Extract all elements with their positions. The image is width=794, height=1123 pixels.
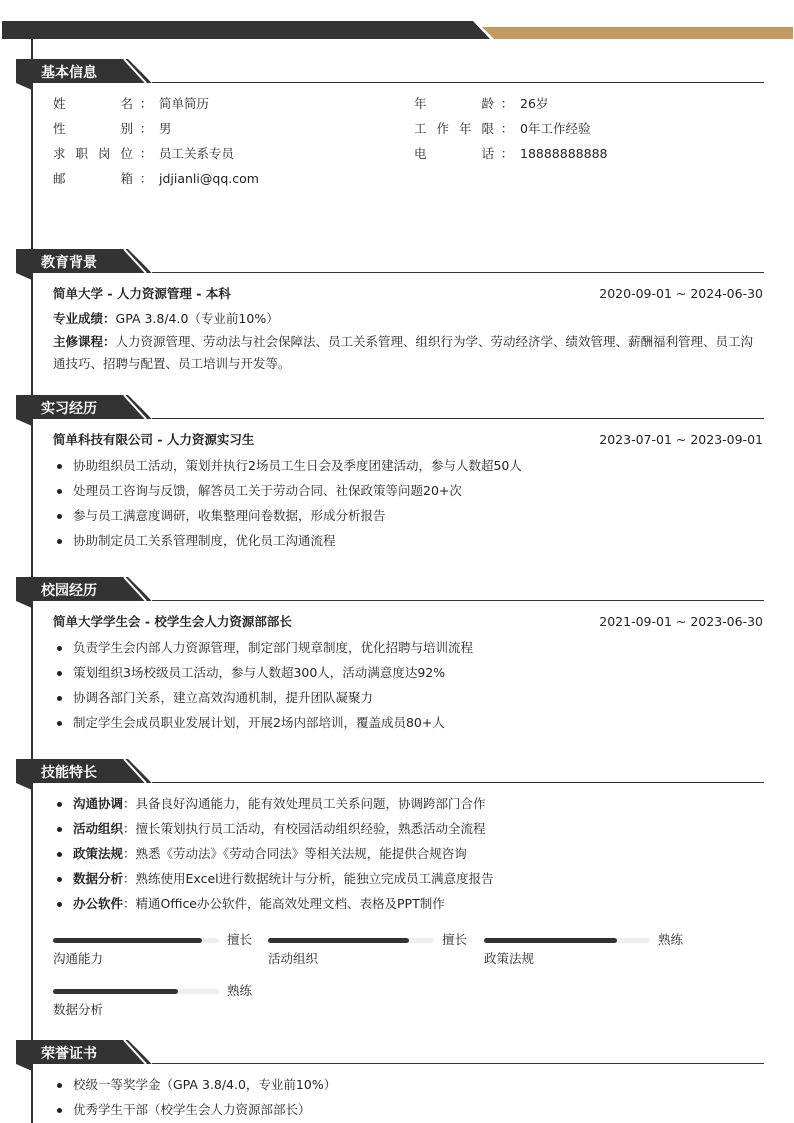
field-label: 工 作 年 限: [414, 121, 494, 136]
skill-name: 数据分析: [53, 1002, 104, 1017]
header-gold-bar: [482, 27, 793, 39]
section-header-intern: [16, 395, 764, 419]
section-title: 校园经历: [41, 583, 97, 599]
skill-level: 擅长: [442, 932, 468, 947]
entry-header: [53, 430, 763, 450]
field-job: 求 职 岗 位 ： 员工关系专员: [53, 144, 234, 164]
field-phone: 电 话 ： 18888888888: [414, 144, 607, 164]
list-item: 政策法规：熟悉《劳动法》《劳动合同法》等相关法规，能提供合规咨询: [53, 844, 763, 864]
skill-track: [484, 938, 650, 943]
section-title: 技能特长: [41, 765, 97, 781]
field-value: 男: [159, 121, 172, 136]
list-item: 协助制定员工关系管理制度，优化员工沟通流程: [53, 531, 763, 551]
skill-level: 熟练: [227, 983, 253, 998]
field-exp: 工 作 年 限 ： 0年工作经验: [414, 119, 590, 139]
field-label: 邮 箱: [53, 171, 133, 186]
skill-fill: [53, 938, 202, 943]
section-header-honors: [16, 1040, 764, 1064]
field-label: 姓 名: [53, 96, 133, 111]
field-label: 年 龄: [414, 96, 494, 111]
list-item: 数据分析：熟练使用Excel进行数据统计与分析，能独立完成员工满意度报告: [53, 869, 763, 889]
field-gender: 性 别 ： 男: [53, 119, 172, 139]
skill-bar: [268, 933, 468, 977]
stripes-decoration: [120, 395, 154, 419]
field-label: 求 职 岗 位: [53, 146, 133, 161]
list-item: 制定学生会成员职业发展计划，开展2场内部培训，覆盖成员80+人: [53, 713, 763, 733]
section-header-basic: [16, 59, 764, 83]
skill-level: 熟练: [658, 932, 684, 947]
entry-title: 简单大学 - 人力资源管理 - 本科: [53, 286, 231, 301]
stripes-decoration: [120, 759, 154, 783]
section-title: 教育背景: [41, 255, 97, 271]
field-label: 电 话: [414, 146, 494, 161]
skill-fill: [484, 938, 617, 943]
gpa-line: 专业成绩：GPA 3.8/4.0（专业前10%）: [53, 311, 279, 326]
skill-name: 沟通能力: [53, 951, 104, 966]
entry-title: 简单科技有限公司 - 人力资源实习生: [53, 432, 255, 447]
list-item: 办公软件：精通Office办公软件，能高效处理文档、表格及PPT制作: [53, 894, 763, 914]
skill-name: 活动组织: [268, 951, 319, 966]
section-header-edu: [16, 249, 764, 273]
list-item: 优秀学生干部（校学生会人力资源部部长）: [53, 1100, 763, 1120]
skill-bar: [53, 984, 253, 1028]
field-email: 邮 箱 ： jdjianli@qq.com: [53, 169, 259, 189]
list-item: 处理员工咨询与反馈，解答员工关于劳动合同、社保政策等问题20+次: [53, 481, 763, 501]
list-item: 负责学生会内部人力资源管理，制定部门规章制度，优化招聘与培训流程: [53, 638, 763, 658]
field-name: 姓 名 ： 简单简历: [53, 94, 209, 114]
skill-track: [53, 989, 219, 994]
skill-fill: [268, 938, 409, 943]
skill-fill: [53, 989, 178, 994]
list-item: 策划组织3场校级员工活动，参与人数超300人，活动满意度达92%: [53, 663, 763, 683]
field-value: 0年工作经验: [520, 121, 591, 136]
stripes-decoration: [120, 1040, 154, 1064]
entry-date: 2020-09-01 ~ 2024-06-30: [599, 286, 763, 301]
entry-header: [53, 612, 763, 632]
skill-name: 政策法规: [484, 951, 535, 966]
entry-date: 2023-07-01 ~ 2023-09-01: [599, 432, 763, 447]
list-item: 协调各部门关系，建立高效沟通机制，提升团队凝聚力: [53, 688, 763, 708]
skill-track: [268, 938, 434, 943]
section-title: 基本信息: [41, 65, 97, 81]
courses-line: 主修课程：人力资源管理、劳动法与社会保障法、员工关系管理、组织行为学、劳动经济学、绩效管理、薪酬福利管理、员工沟通技巧、招聘与配置、员工培训与开发等。: [53, 334, 754, 371]
section-title: 实习经历: [41, 401, 97, 417]
section-header-skills: [16, 759, 764, 783]
stripes-decoration: [120, 249, 154, 273]
field-label: 性 别: [53, 121, 133, 136]
entry-date: 2021-09-01 ~ 2023-06-30: [599, 614, 763, 629]
skill-level: 擅长: [227, 932, 253, 947]
field-value: 简单简历: [159, 96, 210, 111]
list-item: 沟通协调：具备良好沟通能力，能有效处理员工关系问题，协调跨部门合作: [53, 794, 763, 814]
skill-bar: [53, 933, 253, 977]
header-dark-bar: [2, 21, 490, 39]
field-value: 员工关系专员: [159, 146, 235, 161]
entry-title: 简单大学学生会 - 校学生会人力资源部部长: [53, 614, 292, 629]
section-header-campus: [16, 577, 764, 601]
section-title: 荣誉证书: [41, 1046, 97, 1062]
skill-bar: [484, 933, 684, 977]
field-value: jdjianli@qq.com: [159, 171, 259, 186]
stripes-decoration: [120, 59, 154, 83]
field-value: 26岁: [520, 96, 549, 111]
entry-header: [53, 284, 763, 304]
list-item: 参与员工满意度调研，收集整理问卷数据，形成分析报告: [53, 506, 763, 526]
list-item: 校级一等奖学金（GPA 3.8/4.0，专业前10%）: [53, 1075, 763, 1095]
list-item: 协助组织员工活动，策划并执行2场员工生日会及季度团建活动，参与人数超50人: [53, 456, 763, 476]
stripes-decoration: [120, 577, 154, 601]
field-age: 年 龄 ： 26岁: [414, 94, 548, 114]
list-item: 活动组织：擅长策划执行员工活动，有校园活动组织经验，熟悉活动全流程: [53, 819, 763, 839]
field-value: 18888888888: [520, 146, 608, 161]
skill-track: [53, 938, 219, 943]
